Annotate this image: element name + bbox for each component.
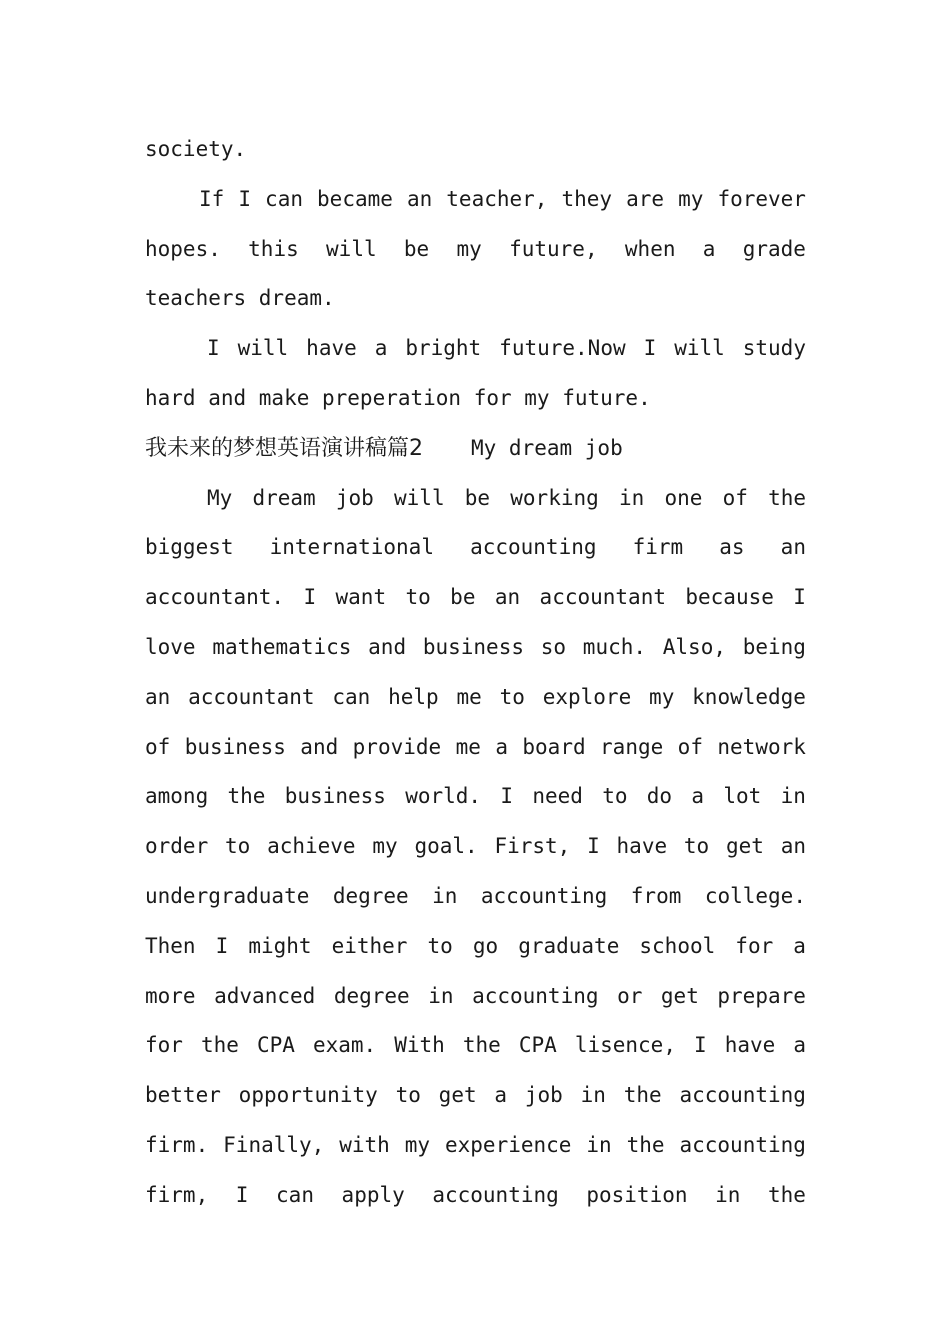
word: undergraduate (145, 883, 310, 908)
word: accounting (679, 1132, 806, 1157)
word: so (540, 634, 567, 659)
word: accounting (470, 535, 597, 560)
word: to (395, 1083, 421, 1108)
word: CPA (256, 1033, 295, 1058)
word: in (580, 1083, 606, 1108)
word: mathematics (212, 634, 352, 659)
word: to (499, 684, 525, 709)
word: accountant (539, 585, 666, 610)
word: order (145, 834, 209, 859)
word: goal. (414, 834, 478, 859)
word: I (694, 1033, 707, 1058)
word: get (660, 983, 699, 1008)
text-line (145, 324, 806, 374)
word: accounting (480, 883, 608, 908)
word: became (317, 186, 393, 211)
word: have (724, 1033, 776, 1058)
word: degree (333, 983, 410, 1008)
paragraph-block-top (145, 125, 806, 424)
paragraph-block-body (145, 474, 806, 1221)
text-line (145, 1021, 806, 1071)
word: they (561, 186, 613, 211)
word: an (145, 684, 171, 709)
text-line: society. (145, 137, 247, 161)
word: the (200, 1033, 239, 1058)
word: I (500, 784, 514, 809)
heading-title-cn: 我未来的梦想英语演讲稿篇2 (145, 435, 423, 461)
word: I (643, 336, 657, 361)
word: position (586, 1182, 688, 1207)
word: in (432, 883, 458, 908)
word: be (464, 485, 491, 510)
word: my (372, 834, 398, 859)
word: job (335, 485, 374, 510)
text-line (145, 623, 806, 673)
word: have (616, 834, 668, 859)
word: get (725, 834, 764, 859)
word: from (630, 883, 682, 908)
word: prepare (717, 983, 806, 1008)
word: an (494, 585, 521, 610)
word: degree (332, 883, 409, 908)
word: college. (704, 883, 806, 908)
word: accounting (432, 1182, 559, 1207)
word: either (331, 933, 408, 958)
text-line (145, 772, 806, 822)
word: business (284, 784, 386, 809)
word: in (780, 784, 806, 809)
text-line (145, 175, 806, 225)
word: firm, (145, 1182, 209, 1207)
word: be (450, 585, 476, 610)
word: Finally, (223, 1132, 325, 1157)
text-line (145, 673, 806, 723)
word: accounting (472, 983, 599, 1008)
word: in (715, 1182, 741, 1207)
text-line (145, 573, 806, 623)
heading-title-en: My dream job (471, 435, 623, 460)
word: knowledge (692, 684, 806, 709)
word: me (456, 684, 482, 709)
word: opportunity (238, 1083, 378, 1108)
word: might (248, 933, 312, 958)
word: apply (341, 1182, 405, 1207)
word: love (145, 634, 196, 659)
word: better (145, 1083, 221, 1108)
word: the (767, 1182, 806, 1207)
word: and (300, 734, 339, 759)
word: hopes. (145, 236, 221, 261)
word: want (335, 585, 387, 610)
word: among (145, 784, 209, 809)
word: can (276, 1182, 314, 1207)
text-line (145, 922, 806, 972)
word: I (793, 585, 806, 610)
word: will (237, 336, 289, 361)
word: First, (494, 834, 571, 859)
word: lisence, (574, 1033, 676, 1058)
word: explore (542, 684, 632, 709)
word: experience (445, 1132, 572, 1157)
word: my (404, 1132, 431, 1157)
word: my (456, 236, 482, 261)
word: I (238, 186, 251, 211)
word: board (522, 734, 586, 759)
text-line (145, 1171, 806, 1221)
word: in (428, 983, 454, 1008)
word: accounting (679, 1083, 806, 1108)
word: for (145, 1033, 183, 1058)
word: a (691, 784, 705, 809)
word: a (495, 734, 508, 759)
word: one (664, 485, 703, 510)
word: will (674, 336, 725, 361)
word: to (225, 834, 251, 859)
word: study (742, 336, 806, 361)
word: bright (405, 336, 482, 361)
word: CPA (518, 1033, 557, 1058)
word: firm. (145, 1132, 209, 1157)
text-line (145, 972, 806, 1022)
word: graduate (518, 933, 620, 958)
word: to (602, 784, 628, 809)
text-line (145, 225, 806, 275)
word: be (403, 236, 430, 261)
word: a (494, 1083, 508, 1108)
word: accountant. (145, 585, 285, 610)
text-line (145, 822, 806, 872)
word: network (717, 734, 806, 759)
word: do (646, 784, 673, 809)
word: dream (252, 485, 316, 510)
word: can (265, 186, 303, 211)
word: business (184, 734, 286, 759)
word: a (793, 1033, 806, 1058)
word: and (368, 634, 407, 659)
word: world. (405, 784, 482, 809)
word: much. (582, 634, 647, 659)
word: teacher, (446, 186, 548, 211)
word: of (145, 734, 171, 759)
word: biggest (145, 535, 234, 560)
word: future, (509, 236, 598, 261)
word: to (405, 585, 431, 610)
word: I (587, 834, 600, 859)
word: lot (723, 784, 762, 809)
word: My (207, 485, 233, 510)
text-line (145, 872, 806, 922)
word: I (215, 933, 229, 958)
text-column (145, 125, 806, 1221)
word: Then (145, 933, 196, 958)
text-line: hard and make preperation for my future. (145, 385, 651, 410)
word: the (227, 784, 266, 809)
word: grade (742, 236, 806, 261)
word: are (626, 186, 665, 211)
text-line (145, 523, 806, 573)
word: to (683, 834, 710, 859)
word: a (702, 236, 716, 261)
word: in (586, 1132, 612, 1157)
word: to (427, 933, 453, 958)
word: help (388, 684, 439, 709)
word: firm (632, 535, 684, 560)
word: can (332, 684, 371, 709)
word: this (248, 236, 299, 261)
text-line (145, 723, 806, 773)
word: because (685, 585, 774, 610)
word: business (422, 634, 524, 659)
word: future.Now (499, 336, 626, 361)
word: provide (352, 734, 442, 759)
word: I (303, 585, 317, 610)
word: need (532, 784, 583, 809)
text-line (145, 1071, 806, 1121)
word: job (524, 1083, 563, 1108)
word: or (617, 983, 643, 1008)
word: in (618, 485, 645, 510)
word: international (269, 535, 434, 560)
word: will (326, 236, 377, 261)
word: If (199, 186, 225, 211)
word: of (677, 734, 703, 759)
word: advanced (214, 983, 316, 1008)
word: go (472, 933, 499, 958)
word: when (624, 236, 676, 261)
word: me (455, 734, 481, 759)
word: will (394, 485, 445, 510)
text-line: teachers dream. (145, 286, 335, 311)
word: have (306, 336, 357, 361)
word: of (722, 485, 748, 510)
word: achieve (267, 834, 356, 859)
word: being (742, 634, 806, 659)
text-line (145, 1121, 806, 1171)
word: the (768, 485, 806, 510)
word: forever (717, 186, 806, 211)
word: I (207, 336, 220, 361)
word: I (235, 1182, 249, 1207)
word: accountant (188, 684, 315, 709)
word: working (510, 485, 599, 510)
word: the (626, 1132, 665, 1157)
word: with (339, 1132, 390, 1157)
word: With (394, 1033, 445, 1058)
word: an (406, 186, 433, 211)
word: the (462, 1033, 501, 1058)
section-heading (145, 424, 806, 474)
word: an (780, 834, 806, 859)
text-line (145, 474, 806, 524)
word: my (678, 186, 704, 211)
word: as (719, 535, 745, 560)
word: for (735, 933, 774, 958)
word: school (639, 933, 716, 958)
word: Also, (662, 634, 726, 659)
word: an (780, 535, 806, 560)
word: the (623, 1083, 662, 1108)
word: more (145, 983, 196, 1008)
word: exam. (312, 1033, 377, 1058)
word: range (600, 734, 664, 759)
word: a (374, 336, 388, 361)
word: a (793, 933, 806, 958)
word: get (438, 1083, 477, 1108)
word: my (649, 684, 675, 709)
